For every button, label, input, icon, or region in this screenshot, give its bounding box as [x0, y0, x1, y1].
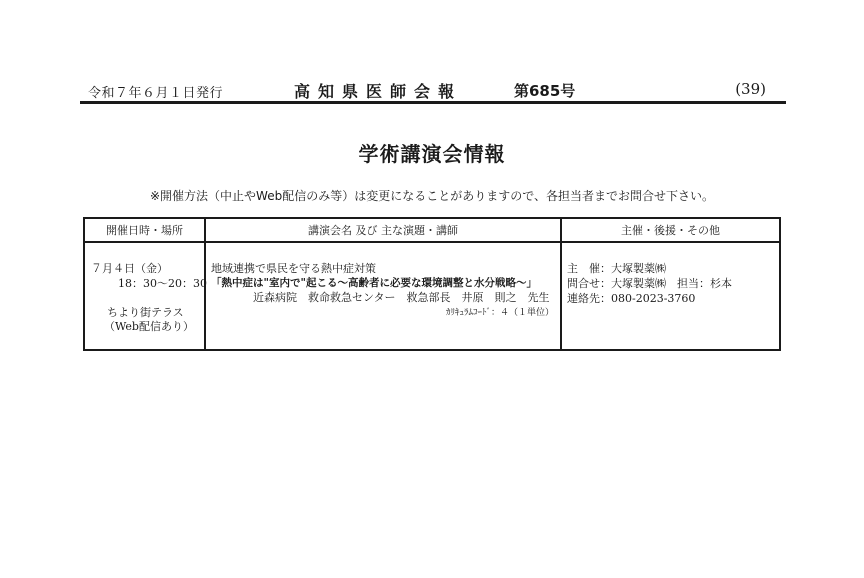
notice-text: ※開催方法（中止やWeb配信のみ等）は変更になることがありますので、各担当者までお問合せ下さい。: [150, 189, 714, 203]
lecture-table: [83, 217, 781, 351]
organizer: 主 催：大塚製薬㈱: [567, 262, 666, 275]
event-time: 18：30～20：30: [118, 277, 207, 290]
column-header-organizer: 主催・後援・その他: [561, 218, 780, 242]
organizer-cell: [561, 242, 780, 350]
journal-title: 高知県医師会報: [294, 82, 463, 101]
lecture-title: 「熱中症は"室内で"起こる～高齢者に必要な環境調整と水分戦略～」: [211, 277, 537, 289]
issue-number: 第685号: [514, 82, 576, 100]
curriculum-code: ｶﾘｷｭﾗﾑｺｰﾄﾞ：４（１単位）: [445, 308, 554, 318]
event-venue: ちより街テラス: [107, 306, 184, 319]
contact-phone: 連絡先：080-2023-3760: [567, 292, 696, 305]
page-number: (39): [735, 80, 766, 98]
table-header-row: [84, 218, 780, 242]
page-title: 学術講演会情報: [358, 142, 506, 166]
page-header: [82, 78, 786, 100]
header-rule: [80, 101, 786, 104]
issue-date: 令和７年６月１日発行: [88, 86, 224, 101]
datetime-venue-cell: [84, 242, 205, 350]
table-row: [84, 242, 780, 350]
column-header-lecture: 講演会名 及び 主な演題・講師: [205, 218, 561, 242]
column-header-datetime-venue: 開催日時・場所: [84, 218, 205, 242]
lecture-cell: [205, 242, 561, 350]
web-availability: （Web配信あり）: [104, 320, 194, 333]
event-date: ７月４日（金）: [91, 262, 168, 275]
speaker: 近森病院 救命救急センター 救急部長 井原 則之 先生: [253, 291, 550, 304]
event-name: 地域連携で県民を守る熱中症対策: [211, 262, 376, 275]
contact-person: 問合せ：大塚製薬㈱ 担当：杉本: [567, 277, 732, 290]
